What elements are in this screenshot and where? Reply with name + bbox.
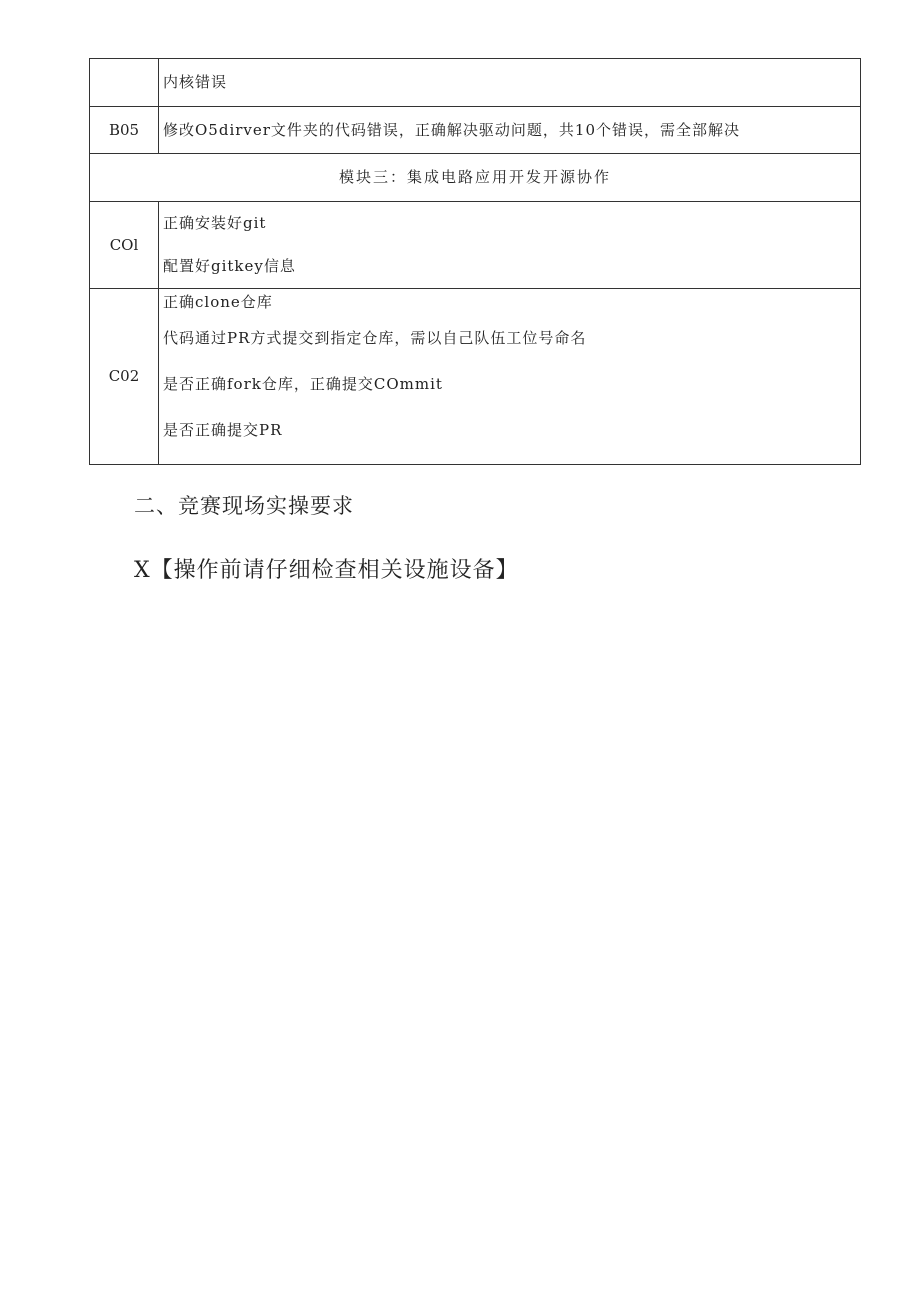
table-row xyxy=(90,59,861,107)
module-title: 模块三：集成电路应用开发开源协作 xyxy=(90,154,861,202)
description-line: 正确安装好git xyxy=(163,214,267,232)
table-row xyxy=(90,202,861,289)
description-line: 代码通过PR方式提交到指定仓库，需以自己队伍工位号命名 xyxy=(163,329,587,347)
row-description xyxy=(159,107,861,154)
row-code: C02 xyxy=(90,289,159,465)
description-line: 配置好gitkey信息 xyxy=(163,257,296,275)
row-code: B05 xyxy=(90,107,159,154)
table-row xyxy=(90,107,861,154)
description-line: 正确clone仓库 xyxy=(163,293,273,311)
table-row xyxy=(90,289,861,465)
module-row xyxy=(90,154,861,202)
description-line: 是否正确fork仓库，正确提交COmmit xyxy=(163,375,443,393)
row-code: COl xyxy=(90,202,159,289)
section-heading: 二、竞赛现场实操要求 xyxy=(134,494,354,518)
row-code xyxy=(90,59,159,107)
safety-note: X【操作前请仔细检查相关设施设备】 xyxy=(134,558,519,583)
row-description xyxy=(159,202,861,289)
description-line: 修改O5dirver文件夹的代码错误，正确解决驱动问题，共10个错误，需全部解决 xyxy=(163,120,741,139)
description-line: 内核错误 xyxy=(163,73,228,91)
row-description xyxy=(159,59,861,107)
requirements-table xyxy=(89,58,861,465)
row-description xyxy=(159,289,861,465)
description-line: 是否正确提交PR xyxy=(163,421,283,439)
